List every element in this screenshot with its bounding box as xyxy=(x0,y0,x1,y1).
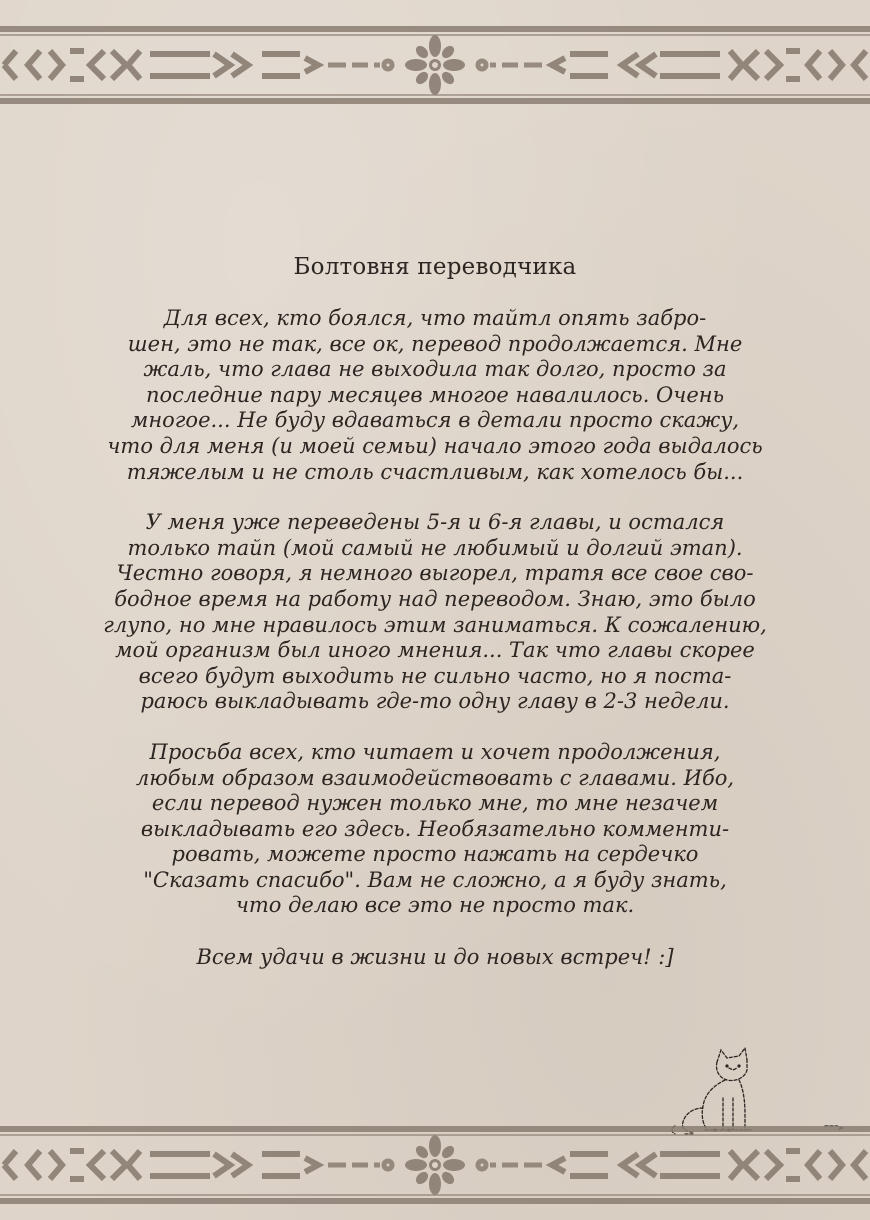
flower-icon xyxy=(405,1135,465,1195)
text-line: шен, это не так, все ок, перевод продолжается. Мне xyxy=(127,331,743,356)
text-line: всего будут выходить не сильно часто, но я поста- xyxy=(138,663,732,688)
text-line: если перевод нужен только мне, то мне незачем xyxy=(151,791,719,816)
text-line: тяжелым и не столь счастливым, как хотелось бы... xyxy=(126,459,744,484)
paragraph-2 xyxy=(100,510,770,715)
text-line: что делаю все это не просто так. xyxy=(235,893,635,918)
text-line: Для всех, кто боялся, что тайтл опять забро- xyxy=(163,306,707,330)
text-line: только тайп (мой самый не любимый и долгий этап). xyxy=(127,535,743,560)
text-line: что для меня (и моей семьи) начало этого года выдалось xyxy=(107,433,763,458)
text-line: "Сказать спасибо". Вам не сложно, а я буду знать, xyxy=(143,867,727,892)
text-line: мой организм был иного мнения... Так что главы скорее xyxy=(115,638,755,663)
text-line: ровать, можете просто нажать на сердечко xyxy=(171,842,699,867)
text-line: Честно говоря, я немного выгорел, тратя все свое сво- xyxy=(116,561,754,586)
bottom-ornamental-border xyxy=(0,1118,870,1208)
translator-note xyxy=(100,250,770,970)
closing-line: Всем удачи в жизни и до новых встреч! :] xyxy=(196,945,674,970)
text-line: Просьба всех, кто читает и хочет продолжения, xyxy=(149,739,721,764)
paragraph-1 xyxy=(100,306,770,485)
text-line: последние пару месяцев многое навалилось. Очень xyxy=(145,382,725,407)
text-line: бодное время на работу над переводом. Знаю, это было xyxy=(114,586,756,611)
text-line: У меня уже переведены 5-я и 6-я главы, и остался xyxy=(145,510,725,535)
text-line: жаль, что глава не выходила так долго, просто за xyxy=(143,357,727,382)
note-title: Болтовня переводчика xyxy=(293,254,577,280)
text-line: многое... Не буду вдаваться в детали просто скажу, xyxy=(130,408,740,433)
paragraph-3 xyxy=(100,740,770,919)
text-line: глупо, но мне нравилось этим заниматься. К сожалению, xyxy=(103,612,767,637)
text-line: любым образом взаимодействовать с главами. Ибо, xyxy=(135,765,735,790)
flower-icon xyxy=(405,35,465,95)
text-line: выкладывать его здесь. Необязательно комменти- xyxy=(140,816,730,841)
text-line: раюсь выкладывать где-то одну главу в 2-3 недели. xyxy=(140,689,730,714)
top-ornamental-border xyxy=(0,18,870,108)
